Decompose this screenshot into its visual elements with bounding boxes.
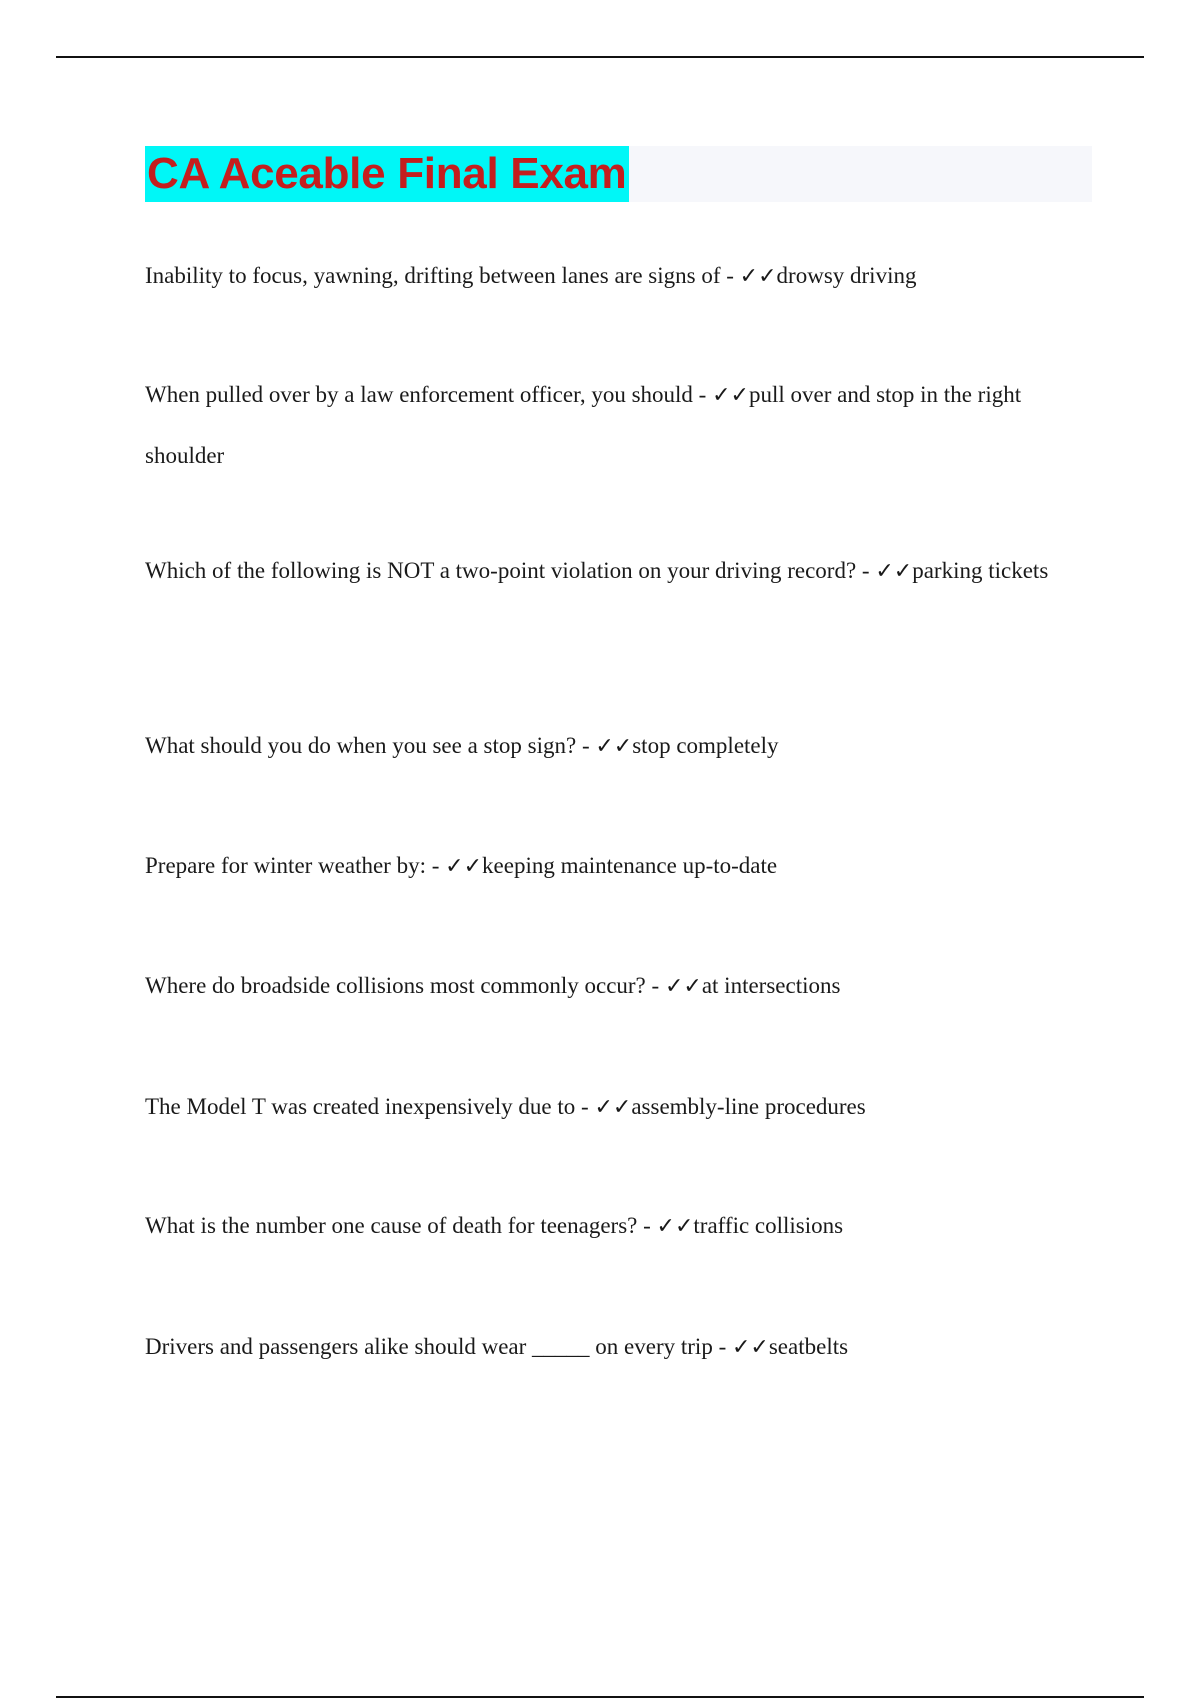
answer-text: pull over and stop in the right shoulder (145, 382, 1022, 468)
qa-item-8 (145, 1196, 1095, 1257)
answer-text: at intersections (701, 973, 841, 998)
question-text: Inability to focus, yawning, drifting between lanes are signs of (145, 263, 721, 288)
qa-item-6 (145, 956, 1095, 1017)
answer-text: keeping maintenance up-to-date (482, 853, 778, 878)
separator: - (720, 263, 740, 288)
question-text: Which of the following is NOT a two-point violation on your driving record? (145, 558, 857, 583)
qa-item-1 (145, 246, 1095, 307)
check-icon: ✓✓ (739, 264, 777, 289)
separator: - (575, 1094, 595, 1119)
question-text: What is the number one cause of death for teenagers? (145, 1213, 638, 1238)
page-title: CA Aceable Final Exam (145, 146, 629, 202)
check-icon: ✓✓ (712, 383, 749, 408)
separator: - (637, 1213, 657, 1238)
bottom-rule (56, 1696, 1144, 1698)
separator: - (576, 733, 596, 758)
check-icon: ✓✓ (664, 974, 702, 999)
separator: - (426, 853, 446, 878)
answer-text: stop completely (632, 733, 779, 758)
check-icon: ✓✓ (875, 559, 913, 584)
qa-item-4 (145, 716, 1095, 777)
question-text: When pulled over by a law enforcement officer, you should (145, 382, 693, 407)
question-text: Where do broadside collisions most commonly occur? (145, 973, 646, 998)
separator: - (712, 1334, 732, 1359)
answer-text: assembly-line procedures (631, 1094, 866, 1119)
answer-text: seatbelts (768, 1334, 849, 1359)
qa-item-7 (145, 1077, 1095, 1138)
check-icon: ✓✓ (731, 1335, 769, 1360)
check-icon: ✓✓ (656, 1214, 694, 1239)
question-text: What should you do when you see a stop sign? (145, 733, 577, 758)
question-text: The Model T was created inexpensively due to (145, 1094, 576, 1119)
qa-item-5 (145, 836, 1095, 897)
separator: - (645, 973, 665, 998)
top-rule (56, 56, 1144, 58)
question-text: Drivers and passengers alike should wear _____ on every trip (145, 1334, 713, 1359)
question-text: Prepare for winter weather by: (145, 853, 426, 878)
answer-text: drowsy driving (776, 263, 917, 288)
answer-text: traffic collisions (693, 1213, 844, 1238)
qa-item-2 (145, 365, 1095, 486)
separator: - (692, 382, 713, 407)
answer-text: parking tickets (912, 558, 1049, 583)
check-icon: ✓✓ (595, 734, 633, 759)
qa-item-9 (145, 1317, 1095, 1378)
separator: - (856, 558, 876, 583)
qa-item-3 (145, 541, 1095, 602)
check-icon: ✓✓ (445, 854, 483, 879)
check-icon: ✓✓ (594, 1095, 632, 1120)
